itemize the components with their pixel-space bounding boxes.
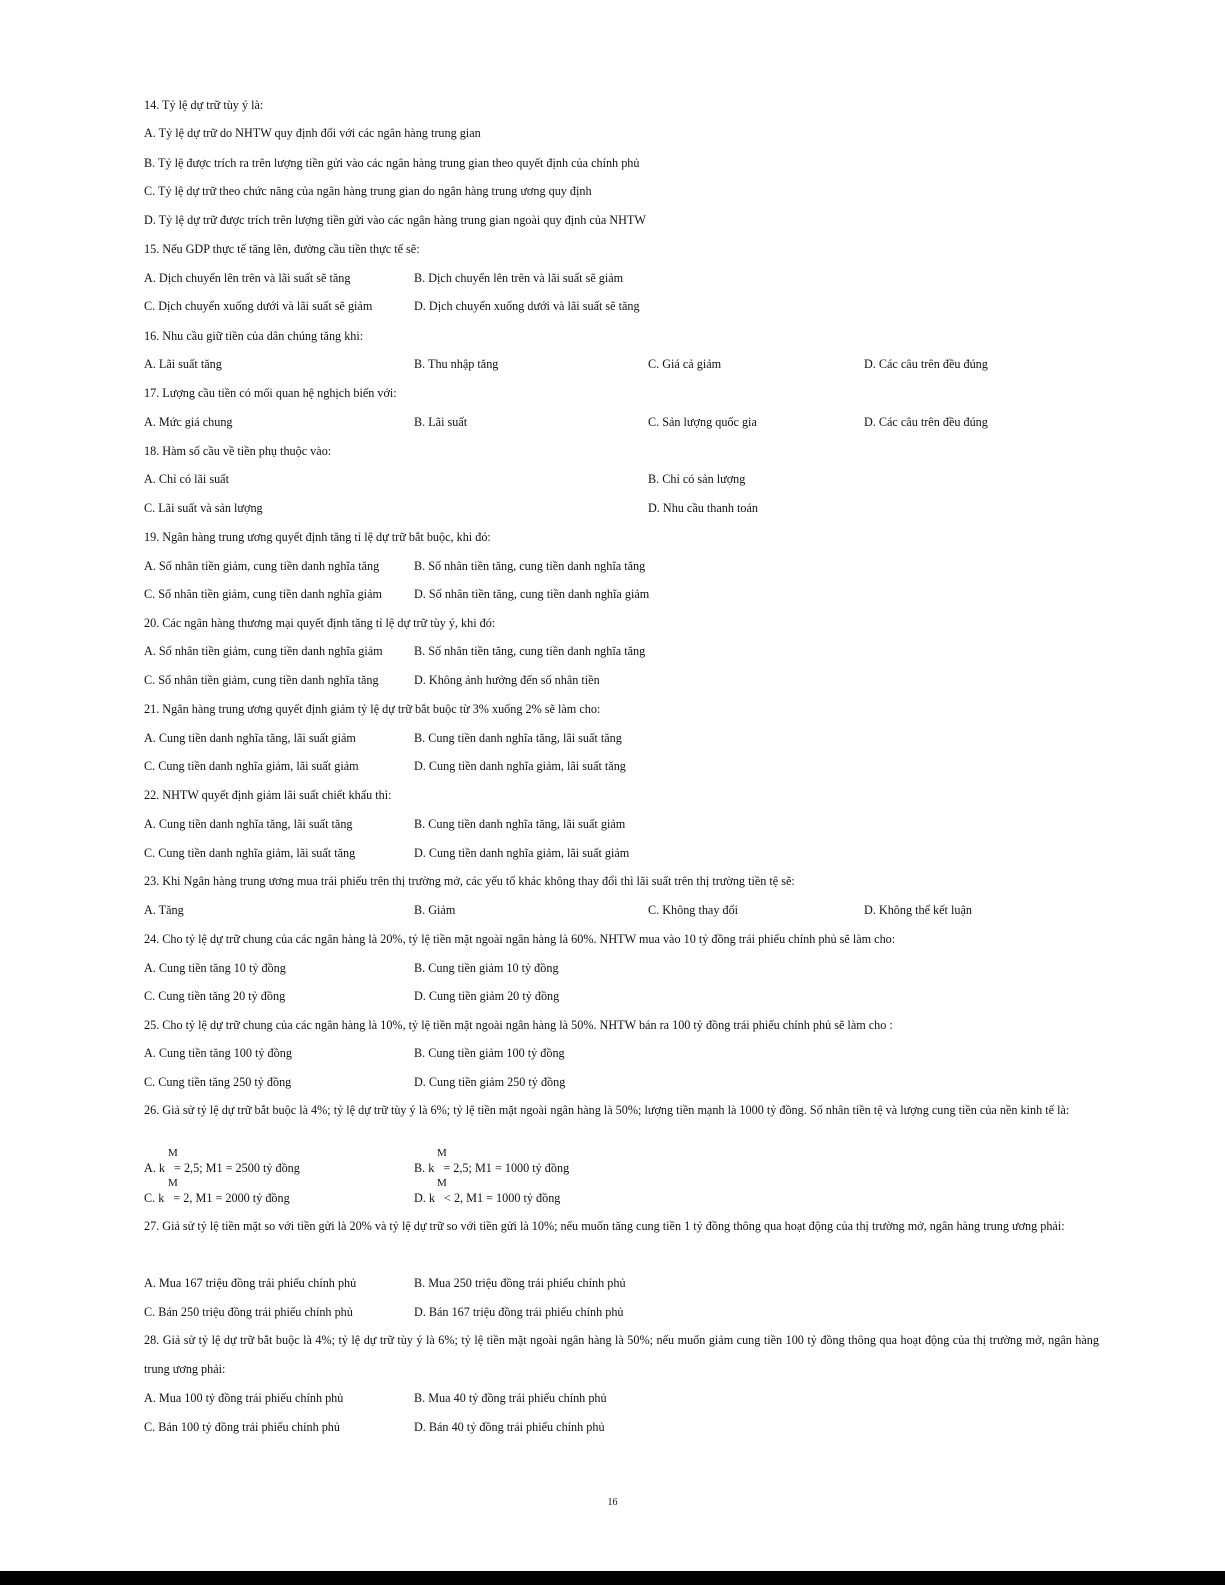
question-19-option-b: B. Số nhân tiền tăng, cung tiền danh nghĩa tăng — [414, 559, 646, 573]
question-24: 24. Cho tỷ lệ dự trữ chung của các ngân hàng là 20%, tỷ lệ tiền mặt ngoài ngân hàng là 60%. NHTW mua vào 10 tỷ đồng trái phiếu chính phủ sẽ làm cho: — [144, 932, 896, 946]
question-21: 21. Ngân hàng trung ương quyết định giảm tỷ lệ dự trữ bắt buộc từ 3% xuống 2% sẽ làm cho: — [144, 702, 601, 716]
question-23-option-c: C. Không thay đổi — [648, 903, 739, 917]
question-18-option-b: B. Chỉ có sản lượng — [648, 472, 746, 486]
question-24-option-b: B. Cung tiền giảm 10 tỷ đồng — [414, 961, 559, 975]
question-20-option-d: D. Không ảnh hưởng đến số nhân tiền — [414, 673, 600, 687]
question-14-option-d: D. Tỷ lệ dự trữ được trích trên lượng tiền gửi vào các ngân hàng trung gian ngoài quy định của NHTW — [144, 213, 646, 227]
question-25-option-a: A. Cung tiền tăng 100 tỷ đồng — [144, 1046, 292, 1060]
question-15-option-c: C. Dịch chuyển xuống dưới và lãi suất sẽ giảm — [144, 299, 373, 313]
option-c-prefix: C. k — [144, 1191, 165, 1205]
question-17-option-b: B. Lãi suất — [414, 415, 468, 429]
question-16-option-c: C. Giá cả giảm — [648, 357, 722, 371]
question-20-option-b: B. Số nhân tiền tăng, cung tiền danh nghĩa tăng — [414, 644, 646, 658]
question-15-option-b: B. Dịch chuyển lên trên và lãi suất sẽ giảm — [414, 271, 624, 285]
question-16-option-b: B. Thu nhập tăng — [414, 357, 499, 371]
question-28-option-a: A. Mua 100 tỷ đồng trái phiếu chính phủ — [144, 1391, 344, 1405]
question-21-option-a: A. Cung tiền danh nghĩa tăng, lãi suất giảm — [144, 731, 356, 745]
option-c-formula: = 2, M1 = 2000 tỷ đồng — [173, 1191, 290, 1205]
question-23: 23. Khi Ngân hàng trung ương mua trái phiếu trên thị trường mở, các yếu tố khác không thay đổi thì lãi suất trên thị trường tiền tệ sẽ: — [144, 874, 795, 888]
question-14-option-a: A. Tỷ lệ dự trữ do NHTW quy định đối với các ngân hàng trung gian — [144, 126, 481, 140]
question-23-option-d: D. Không thể kết luận — [864, 903, 972, 917]
page-number: 16 — [607, 1497, 618, 1508]
question-17: 17. Lượng cầu tiền có mối quan hệ nghịch biến với: — [144, 386, 397, 400]
question-16-option-a: A. Lãi suất tăng — [144, 357, 222, 371]
question-14-option-c: C. Tỷ lệ dự trữ theo chức năng của ngân hàng trung gian do ngân hàng trung ương quy định — [144, 184, 592, 198]
option-b-prefix: B. k — [414, 1161, 435, 1175]
option-a-formula: = 2,5; M1 = 2500 tỷ đồng — [174, 1161, 300, 1175]
option-b-formula: = 2,5; M1 = 1000 tỷ đồng — [443, 1161, 570, 1175]
question-28-option-b: B. Mua 40 tỷ đồng trái phiếu chính phủ — [414, 1391, 607, 1405]
question-28-option-d: D. Bán 40 tỷ đồng trái phiếu chính phủ — [414, 1420, 605, 1434]
question-17-option-d: D. Các câu trên đều đúng — [864, 415, 988, 429]
question-16: 16. Nhu cầu giữ tiền của dân chúng tăng khi: — [144, 329, 364, 343]
question-21-option-d: D. Cung tiền danh nghĩa giảm, lãi suất tăng — [414, 759, 626, 773]
question-23-option-b: B. Giảm — [414, 903, 456, 917]
question-24-option-a: A. Cung tiền tăng 10 tỷ đồng — [144, 961, 286, 975]
question-27-option-b: B. Mua 250 triệu đồng trái phiếu chính phủ — [414, 1276, 626, 1290]
question-22-option-a: A. Cung tiền danh nghĩa tăng, lãi suất tăng — [144, 817, 353, 831]
question-15: 15. Nếu GDP thực tế tăng lên, đường cầu tiền thực tế sẽ: — [144, 242, 420, 256]
question-24-option-c: C. Cung tiền tăng 20 tỷ đồng — [144, 989, 286, 1003]
question-17-option-a: A. Mức giá chung — [144, 415, 233, 429]
question-27: 27. Giả sử tỷ lệ tiền mặt so với tiền gửi là 20% và tỷ lệ dự trữ so với tiền gửi là 10%; nếu muốn tăng cung tiền 1 tỷ đồng thông qua hoạt động của thị trường mở, ngân hàng trung ương phải: — [144, 1219, 1065, 1233]
question-26-option-d — [414, 1190, 560, 1206]
question-19-option-c: C. Số nhân tiền giảm, cung tiền danh nghĩa giảm — [144, 587, 382, 601]
question-21-option-b: B. Cung tiền danh nghĩa tăng, lãi suất tăng — [414, 731, 622, 745]
question-15-option-d: D. Dịch chuyển xuống dưới và lãi suất sẽ tăng — [414, 299, 640, 313]
superscript-m: M — [168, 1147, 178, 1159]
question-26-option-c — [144, 1190, 290, 1206]
question-22-option-b: B. Cung tiền danh nghĩa tăng, lãi suất giảm — [414, 817, 626, 831]
question-25: 25. Cho tỷ lệ dự trữ chung của các ngân hàng là 10%, tỷ lệ tiền mặt ngoài ngân hàng là 50%. NHTW bán ra 100 tỷ đồng trái phiếu chính phủ sẽ làm cho : — [144, 1018, 893, 1032]
question-17-option-c: C. Sản lượng quốc gia — [648, 415, 757, 429]
question-18: 18. Hàm số cầu về tiền phụ thuộc vào: — [144, 444, 332, 458]
superscript-m: M — [168, 1177, 178, 1189]
question-16-option-d: D. Các câu trên đều đúng — [864, 357, 988, 371]
question-18-option-d: D. Nhu cầu thanh toán — [648, 501, 758, 515]
question-18-option-c: C. Lãi suất và sản lượng — [144, 501, 263, 515]
bottom-border-bar — [0, 1571, 1225, 1585]
question-25-option-b: B. Cung tiền giảm 100 tỷ đồng — [414, 1046, 565, 1060]
question-22-option-c: C. Cung tiền danh nghĩa giảm, lãi suất tăng — [144, 846, 356, 860]
question-19-option-d: D. Số nhân tiền tăng, cung tiền danh nghĩa giảm — [414, 587, 650, 601]
question-27-option-a: A. Mua 167 triệu đồng trái phiếu chính phủ — [144, 1276, 357, 1290]
question-15-option-a: A. Dịch chuyển lên trên và lãi suất sẽ tăng — [144, 271, 351, 285]
question-23-option-a: A. Tăng — [144, 903, 184, 917]
superscript-m: M — [437, 1177, 447, 1189]
question-20-option-a: A. Số nhân tiền giảm, cung tiền danh nghĩa giảm — [144, 644, 383, 658]
question-14-option-b: B. Tỷ lệ được trích ra trên lượng tiền gửi vào các ngân hàng trung gian theo quyết định của chính phủ — [144, 156, 640, 170]
option-a-prefix: A. k — [144, 1161, 165, 1175]
question-28: 28. Giả sử tỷ lệ dự trữ bắt buộc là 4%; tỷ lệ dự trữ tùy ý là 6%; tỷ lệ tiền mặt ngoài ngân hàng là 50%; nếu muốn giảm cung tiền 100 tỷ đồng thông qua hoạt động của thị trường mở, ngân hàng trung ương phải: — [144, 1333, 1099, 1376]
question-28-option-c: C. Bán 100 tỷ đồng trái phiếu chính phủ — [144, 1420, 340, 1434]
superscript-m: M — [437, 1147, 447, 1159]
question-25-option-c: C. Cung tiền tăng 250 tỷ đồng — [144, 1075, 292, 1089]
question-14: 14. Tỷ lệ dự trữ tùy ý là: — [144, 98, 264, 112]
question-26-option-b — [414, 1160, 569, 1176]
option-d-prefix: D. k — [414, 1191, 435, 1205]
question-19-option-a: A. Số nhân tiền giảm, cung tiền danh nghĩa tăng — [144, 559, 380, 573]
question-22-option-d: D. Cung tiền danh nghĩa giảm, lãi suất giảm — [414, 846, 630, 860]
question-21-option-c: C. Cung tiền danh nghĩa giảm, lãi suất giảm — [144, 759, 359, 773]
question-27-option-d: D. Bán 167 triệu đồng trái phiếu chính phủ — [414, 1305, 624, 1319]
question-26: 26. Giả sử tỷ lệ dự trữ bắt buộc là 4%; tỷ lệ dự trữ tùy ý là 6%; tỷ lệ tiền mặt ngoài ngân hàng là 50%; lượng tiền mạnh là 1000 tỷ đồng. Số nhân tiền tệ và lượng cung tiền của nền kinh tế là: — [144, 1103, 1070, 1117]
question-20: 20. Các ngân hàng thương mại quyết định tăng tỉ lệ dự trữ tùy ý, khi đó: — [144, 616, 496, 630]
question-27-option-c: C. Bán 250 triệu đồng trái phiếu chính phủ — [144, 1305, 353, 1319]
question-22: 22. NHTW quyết định giảm lãi suất chiết khấu thì: — [144, 788, 392, 802]
option-d-formula: < 2, M1 = 1000 tỷ đồng — [444, 1191, 561, 1205]
question-24-option-d: D. Cung tiền giảm 20 tỷ đồng — [414, 989, 560, 1003]
question-18-option-a: A. Chỉ có lãi suất — [144, 472, 229, 486]
question-20-option-c: C. Số nhân tiền giảm, cung tiền danh nghĩa tăng — [144, 673, 379, 687]
question-19: 19. Ngân hàng trung ương quyết định tăng tỉ lệ dự trữ bắt buộc, khi đó: — [144, 530, 491, 544]
question-26-option-a — [144, 1160, 300, 1176]
question-25-option-d: D. Cung tiền giảm 250 tỷ đồng — [414, 1075, 566, 1089]
